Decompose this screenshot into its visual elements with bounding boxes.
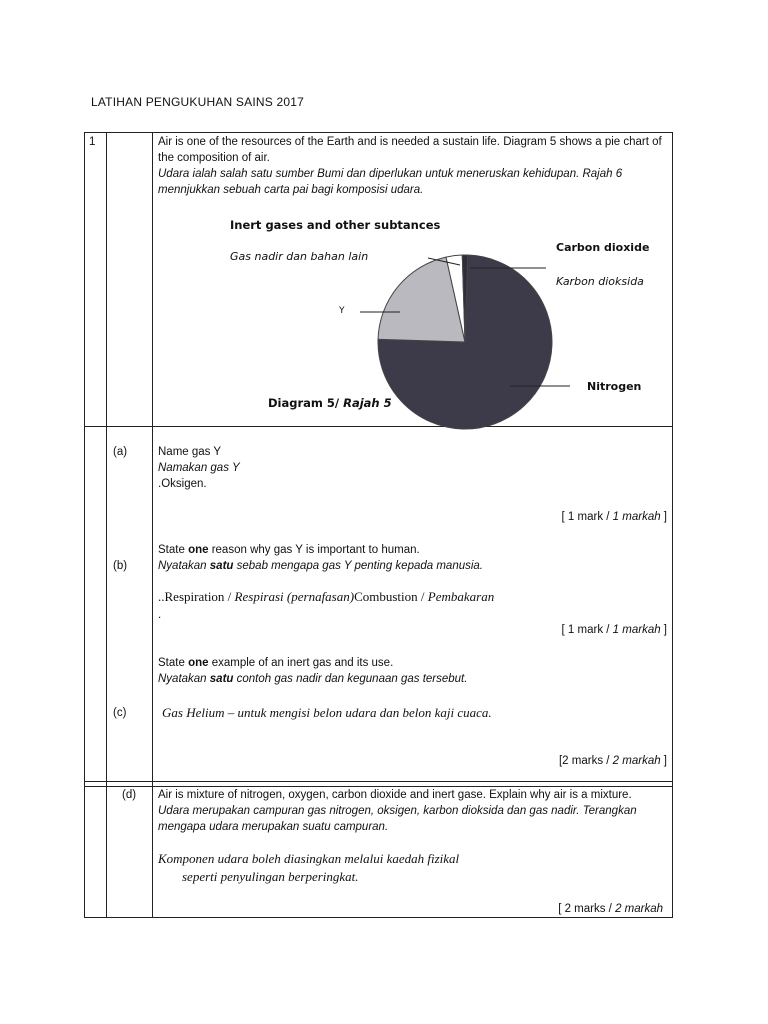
label-nitrogen: Nitrogen: [587, 380, 642, 393]
label-y: Y: [339, 306, 345, 316]
part-a-label: (a): [113, 446, 128, 458]
part-d-answer-line1: Komponen udara boleh diasingkan melalui kaedah fizikal: [158, 851, 460, 866]
part-c-marks: [2 marks / 2 markah ]: [558, 755, 667, 767]
part-d-question-ms-line2: mengapa udara merupakan suatu campuran.: [158, 821, 389, 833]
part-c-question-ms: Nyatakan satu contoh gas nadir dan kegunaan gas tersebut.: [158, 673, 468, 685]
label-inert-en: Inert gases and other subtances: [230, 218, 441, 232]
part-a-answer: .Oksigen.: [158, 478, 207, 490]
label-co2-ms: Karbon dioksida: [556, 275, 644, 288]
part-c-answer: Gas Helium – untuk mengisi belon udara dan belon kaji cuaca.: [162, 705, 492, 720]
part-b-answer: ..Respiration / Respirasi (pernafasan)Combustion / Pembakaran: [158, 589, 495, 604]
part-d-question-ms-line1: Udara merupakan campuran gas nitrogen, oksigen, karbon dioksida dan gas nadir. Terangkan: [158, 805, 637, 817]
intro-en-line1: Air is one of the resources of the Earth and is needed a sustain life. Diagram 5 shows a pie chart of: [158, 136, 662, 148]
part-d-question-en: Air is mixture of nitrogen, oxygen, carbon dioxide and inert gase. Explain why air is a mixture.: [158, 789, 632, 801]
part-c-question-en: State one example of an inert gas and its use.: [158, 657, 394, 669]
intro-ms-line2: mennjukkan sebuah carta pai bagi komposisi udara.: [158, 184, 424, 196]
part-d-answer-line2: seperti penyulingan berperingkat.: [182, 869, 359, 884]
part-d-marks: [ 2 marks / 2 markah: [558, 903, 663, 915]
question-number: 1: [89, 136, 96, 148]
intro-ms-line1: Udara ialah salah satu sumber Bumi dan diperlukan untuk meneruskan kehidupan. Rajah 6: [158, 168, 623, 180]
part-b-question-ms: Nyatakan satu sebab mengapa gas Y penting kepada manusia.: [158, 560, 484, 572]
document-title: LATIHAN PENGUKUHAN SAINS 2017: [91, 95, 304, 109]
part-b-question-en: State one reason why gas Y is important to human.: [158, 544, 420, 556]
diagram-caption: Diagram 5/ Rajah 5: [268, 396, 392, 410]
part-d-label: (d): [122, 789, 137, 801]
part-a-question-ms: Namakan gas Y: [158, 462, 240, 474]
part-a-marks: [ 1 mark / 1 markah ]: [561, 511, 667, 523]
label-inert-ms: Gas nadir dan bahan lain: [230, 250, 369, 263]
intro-en-line2: the composition of air.: [158, 152, 270, 164]
part-b-marks: [ 1 mark / 1 markah ]: [561, 624, 667, 636]
part-b-dot: .: [158, 609, 162, 621]
part-a-question-en: Name gas Y: [158, 446, 222, 458]
part-b-label: (b): [113, 560, 128, 572]
label-co2-en: Carbon dioxide: [556, 241, 650, 254]
air-composition-pie-chart: [360, 250, 570, 440]
part-c-label: (c): [113, 707, 127, 719]
